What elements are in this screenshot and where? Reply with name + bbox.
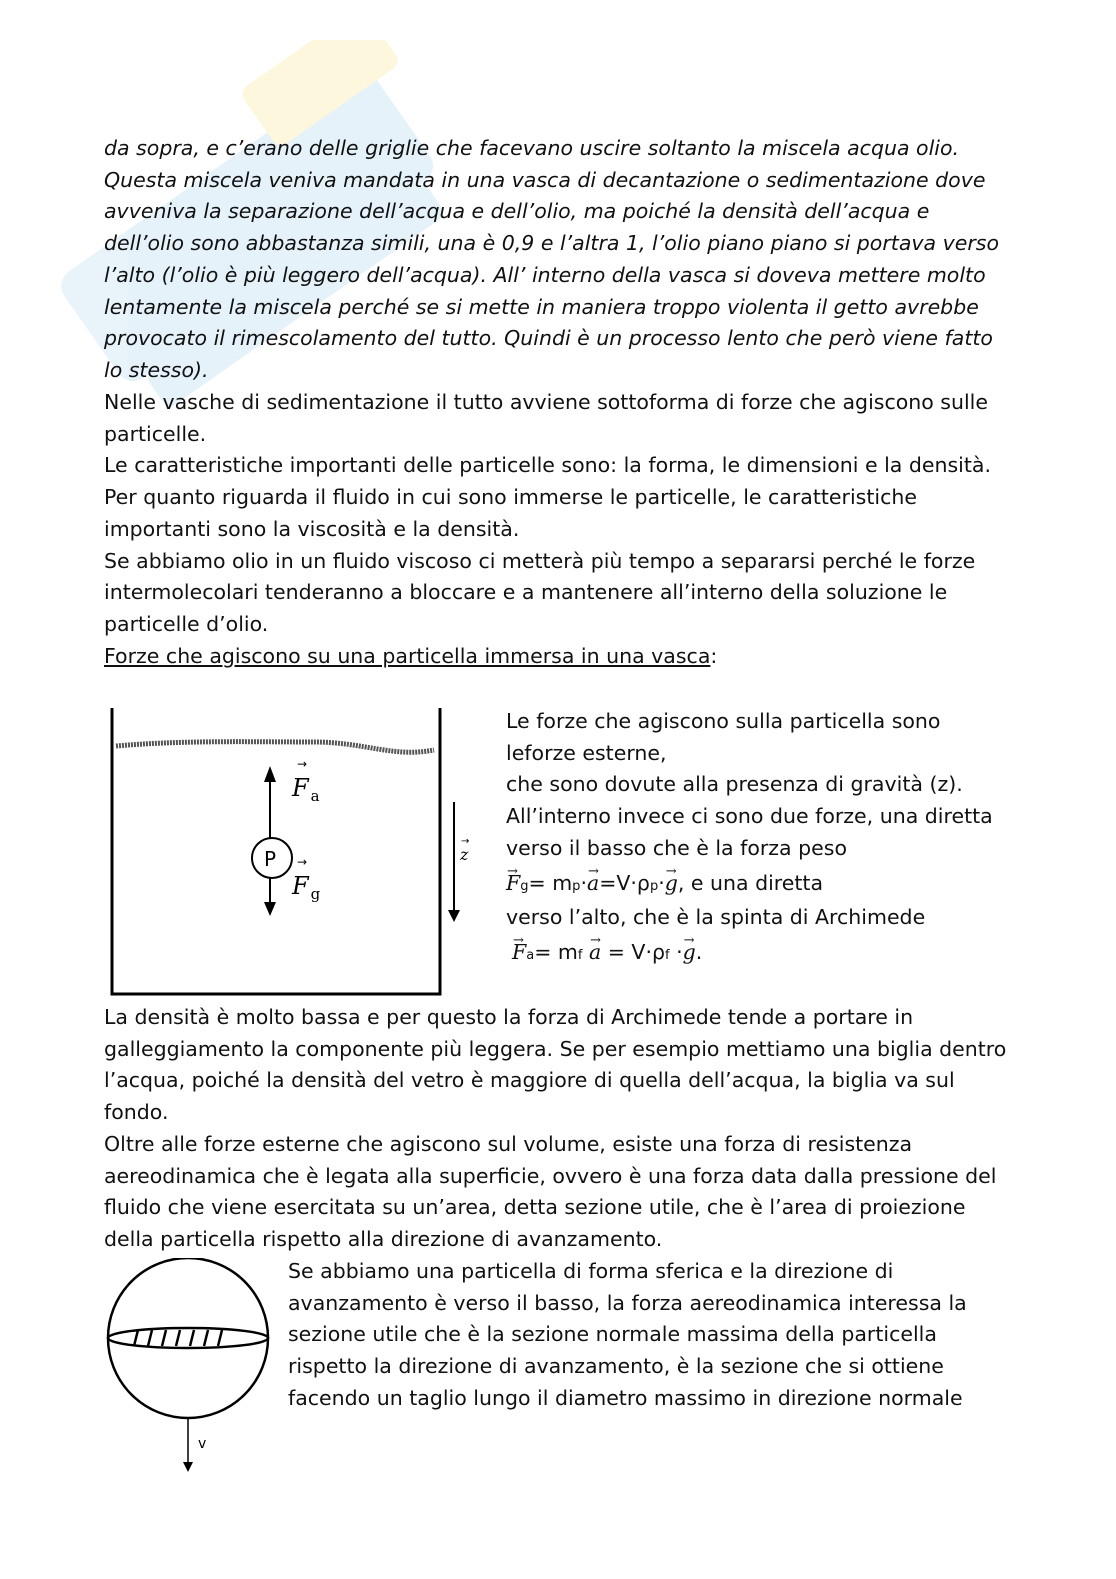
z-arrowhead bbox=[448, 910, 460, 922]
forces-explanation bbox=[506, 706, 996, 972]
fa-label: F $_a$ bbox=[292, 774, 320, 805]
weight-formula: → Fg= mp·→ a=V·ρp·→ g, e una diretta bbox=[506, 868, 996, 903]
z-label: z bbox=[460, 845, 469, 864]
arrowhead-down bbox=[264, 902, 276, 916]
section-heading-colon: : bbox=[710, 643, 718, 668]
fa-vector-arrow: → bbox=[297, 757, 308, 771]
section-heading-text: Forze che agiscono su una particella immersa in una vasca bbox=[104, 643, 711, 668]
paragraph-viscous-fluid: Se abbiamo olio in un fluido viscoso ci metterà più tempo a separarsi perché le forze intermolecolari tenderanno a bloccare e a mantenere all’interno della soluzione le particelle d’olio. bbox=[104, 548, 976, 636]
cross-section-hatch bbox=[134, 1330, 222, 1346]
paragraph-sedimentation: Nelle vasche di sedimentazione il tutto avviene sottoforma di forze che agiscono sulle particelle. bbox=[104, 390, 988, 446]
tank-forces-diagram bbox=[104, 706, 484, 998]
after-paragraphs bbox=[104, 1002, 1014, 1256]
fg-label: F $_g$ bbox=[292, 872, 321, 903]
sphere-outline bbox=[108, 1258, 268, 1418]
sphere-section-diagram bbox=[100, 1258, 280, 1480]
fg-vector-arrow: → bbox=[297, 855, 308, 869]
velocity-label: v bbox=[198, 1436, 207, 1452]
z-vector-arrow: → bbox=[461, 836, 470, 847]
paragraph-particle-properties: Le caratteristiche importanti delle particelle sono: la forma, le dimensioni e la densità. bbox=[104, 453, 991, 478]
forces-line-1: Le forze che agiscono sulla particella sono leforze esterne, bbox=[506, 709, 941, 765]
cross-section-ellipse bbox=[108, 1328, 268, 1348]
section-heading bbox=[104, 641, 1014, 673]
paragraph-archimedes: La densità è molto bassa e per questo la forza di Archimede tende a portare in galleggiamento la componente più leggera. Se per esempio mettiamo una biglia dentro l’acqua, poiché la densità del vetro è maggiore di quella dell’acqua, la biglia va sul fondo. bbox=[104, 1005, 1007, 1125]
sphere-explanation: Se abbiamo una particella di forma sferica e la direzione di avanzamento è verso il basso, la forza aereodinamica interessa la sezione utile che è la sezione normale massima della particella rispetto la direzione di avanzamento, è la sezione che si ottiene facendo un taglio lungo il diametro massimo in direzione normale bbox=[288, 1259, 967, 1410]
forces-line-2: che sono dovute alla presenza di gravità (z). All’interno invece ci sono due forze, una diretta verso il basso che è la forza peso bbox=[506, 772, 993, 860]
forces-line-3: verso l’alto, che è la spinta di Archimede bbox=[506, 905, 926, 930]
water-surface bbox=[116, 742, 434, 753]
paragraph-drag: Oltre alle forze esterne che agiscono sul volume, esiste una forza di resistenza aereodinamica che è legata alla superficie, ovvero è una forza data dalla pressione del fluido che viene esercitata su un’area, detta sezione utile, che è l’area di proiezione della particella rispetto alla direzione di avanzamento. bbox=[104, 1131, 997, 1251]
intro-paragraph: da sopra, e c’erano delle griglie che facevano uscire soltanto la miscela acqua olio. Questa miscela veniva mandata in una vasca di decantazione o sedimentazione dove avveniva la separazione dell’acqua e dell’olio, ma poiché la densità dell’acqua e dell’olio sono abbastanza simili, una è 0,9 e l’altra 1, l’olio piano piano si portava verso l’alto (l’olio è più leggero dell’acqua). All’ interno della vasca si doveva mettere molto lentamente la miscela perché se si mette in maniera troppo violenta il getto avrebbe provocato il rimescolamento del tutto. Quindi è un processo lento che però viene fatto lo stesso). bbox=[104, 136, 999, 382]
particle-label: P bbox=[264, 847, 277, 871]
buoyancy-formula: → Fa= mf → a = V·ρf ·→ g. bbox=[506, 937, 996, 972]
body-paragraphs bbox=[104, 387, 1014, 672]
velocity-arrowhead bbox=[183, 1462, 193, 1472]
arrowhead-up bbox=[264, 766, 276, 782]
paragraph-fluid-properties: Per quanto riguarda il fluido in cui sono immerse le particelle, le caratteristiche importanti sono la viscosità e la densità. bbox=[104, 485, 917, 541]
